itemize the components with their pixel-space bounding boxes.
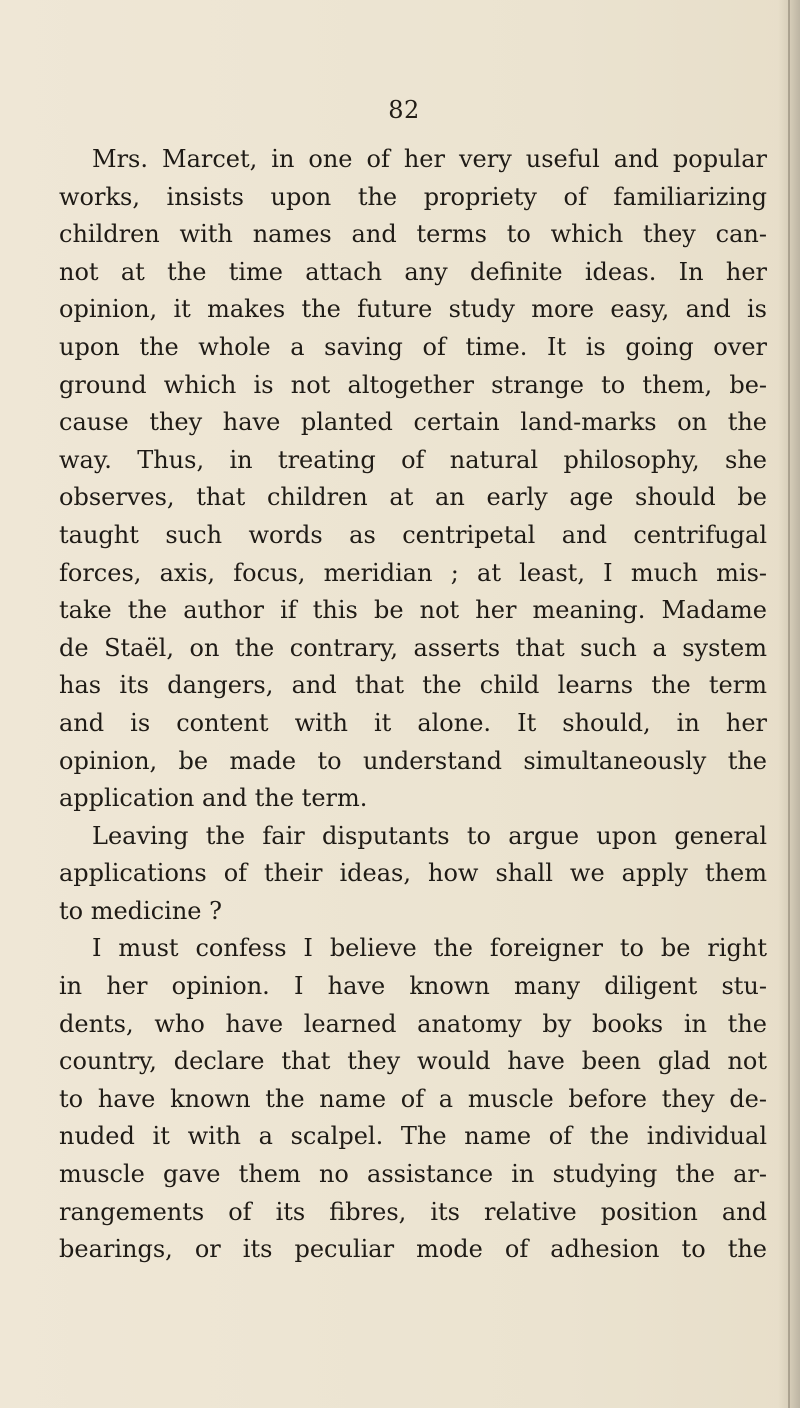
text-line: observes, that children at an early age should be (59, 483, 767, 512)
text-line: opinion, be made to understand simultaneously the (59, 746, 767, 775)
text-line: applications of their ideas, how shall we apply them (59, 859, 767, 888)
text-line: de Staël, on the contrary, asserts that such a system (59, 633, 767, 662)
text-line: cause they have planted certain land-marks on the (59, 408, 767, 437)
text-line: and is content with it alone. It should, in her (59, 708, 767, 737)
text-line: upon the whole a saving of time. It is going over (59, 332, 767, 361)
text-line: bearings, or its peculiar mode of adhesion to the (59, 1235, 767, 1264)
text-line: taught such words as centripetal and centrifugal (59, 520, 767, 549)
text-line: to medicine ? (59, 896, 222, 925)
body-text (59, 141, 767, 1269)
text-line: not at the time attach any definite ideas. In her (59, 257, 767, 286)
text-line: way. Thus, in treating of natural philosophy, she (59, 445, 767, 474)
page-edge-line (788, 0, 790, 1408)
text-line: country, declare that they would have been glad not (59, 1047, 767, 1076)
text-line: to have known the name of a muscle before they de- (59, 1084, 767, 1113)
text-line: rangements of its fibres, its relative position and (59, 1197, 767, 1226)
text-line: application and the term. (59, 784, 368, 813)
text-line: Leaving the fair disputants to argue upon general (92, 821, 767, 850)
text-line: muscle gave them no assistance in studying the ar- (59, 1160, 767, 1189)
text-line: in her opinion. I have known many diligent stu- (59, 972, 767, 1001)
text-line: has its dangers, and that the child learns the term (59, 671, 767, 700)
text-line: children with names and terms to which they can- (59, 220, 767, 249)
text-line: ground which is not altogether strange to them, be- (59, 370, 767, 399)
text-line: opinion, it makes the future study more easy, and is (59, 295, 767, 324)
text-line: nuded it with a scalpel. The name of the individual (59, 1122, 767, 1151)
text-line: Mrs. Marcet, in one of her very useful and popular (92, 145, 767, 173)
text-line: I must confess I believe the foreigner to be right (92, 934, 767, 963)
text-line: take the author if this be not her meaning. Madame (59, 596, 767, 625)
text-line: forces, axis, focus, meridian ; at least, I much mis- (59, 558, 767, 587)
text-line: works, insists upon the propriety of familiarizing (59, 182, 767, 211)
text-line: dents, who have learned anatomy by books in the (59, 1009, 767, 1038)
page-number: 82 (388, 96, 420, 124)
